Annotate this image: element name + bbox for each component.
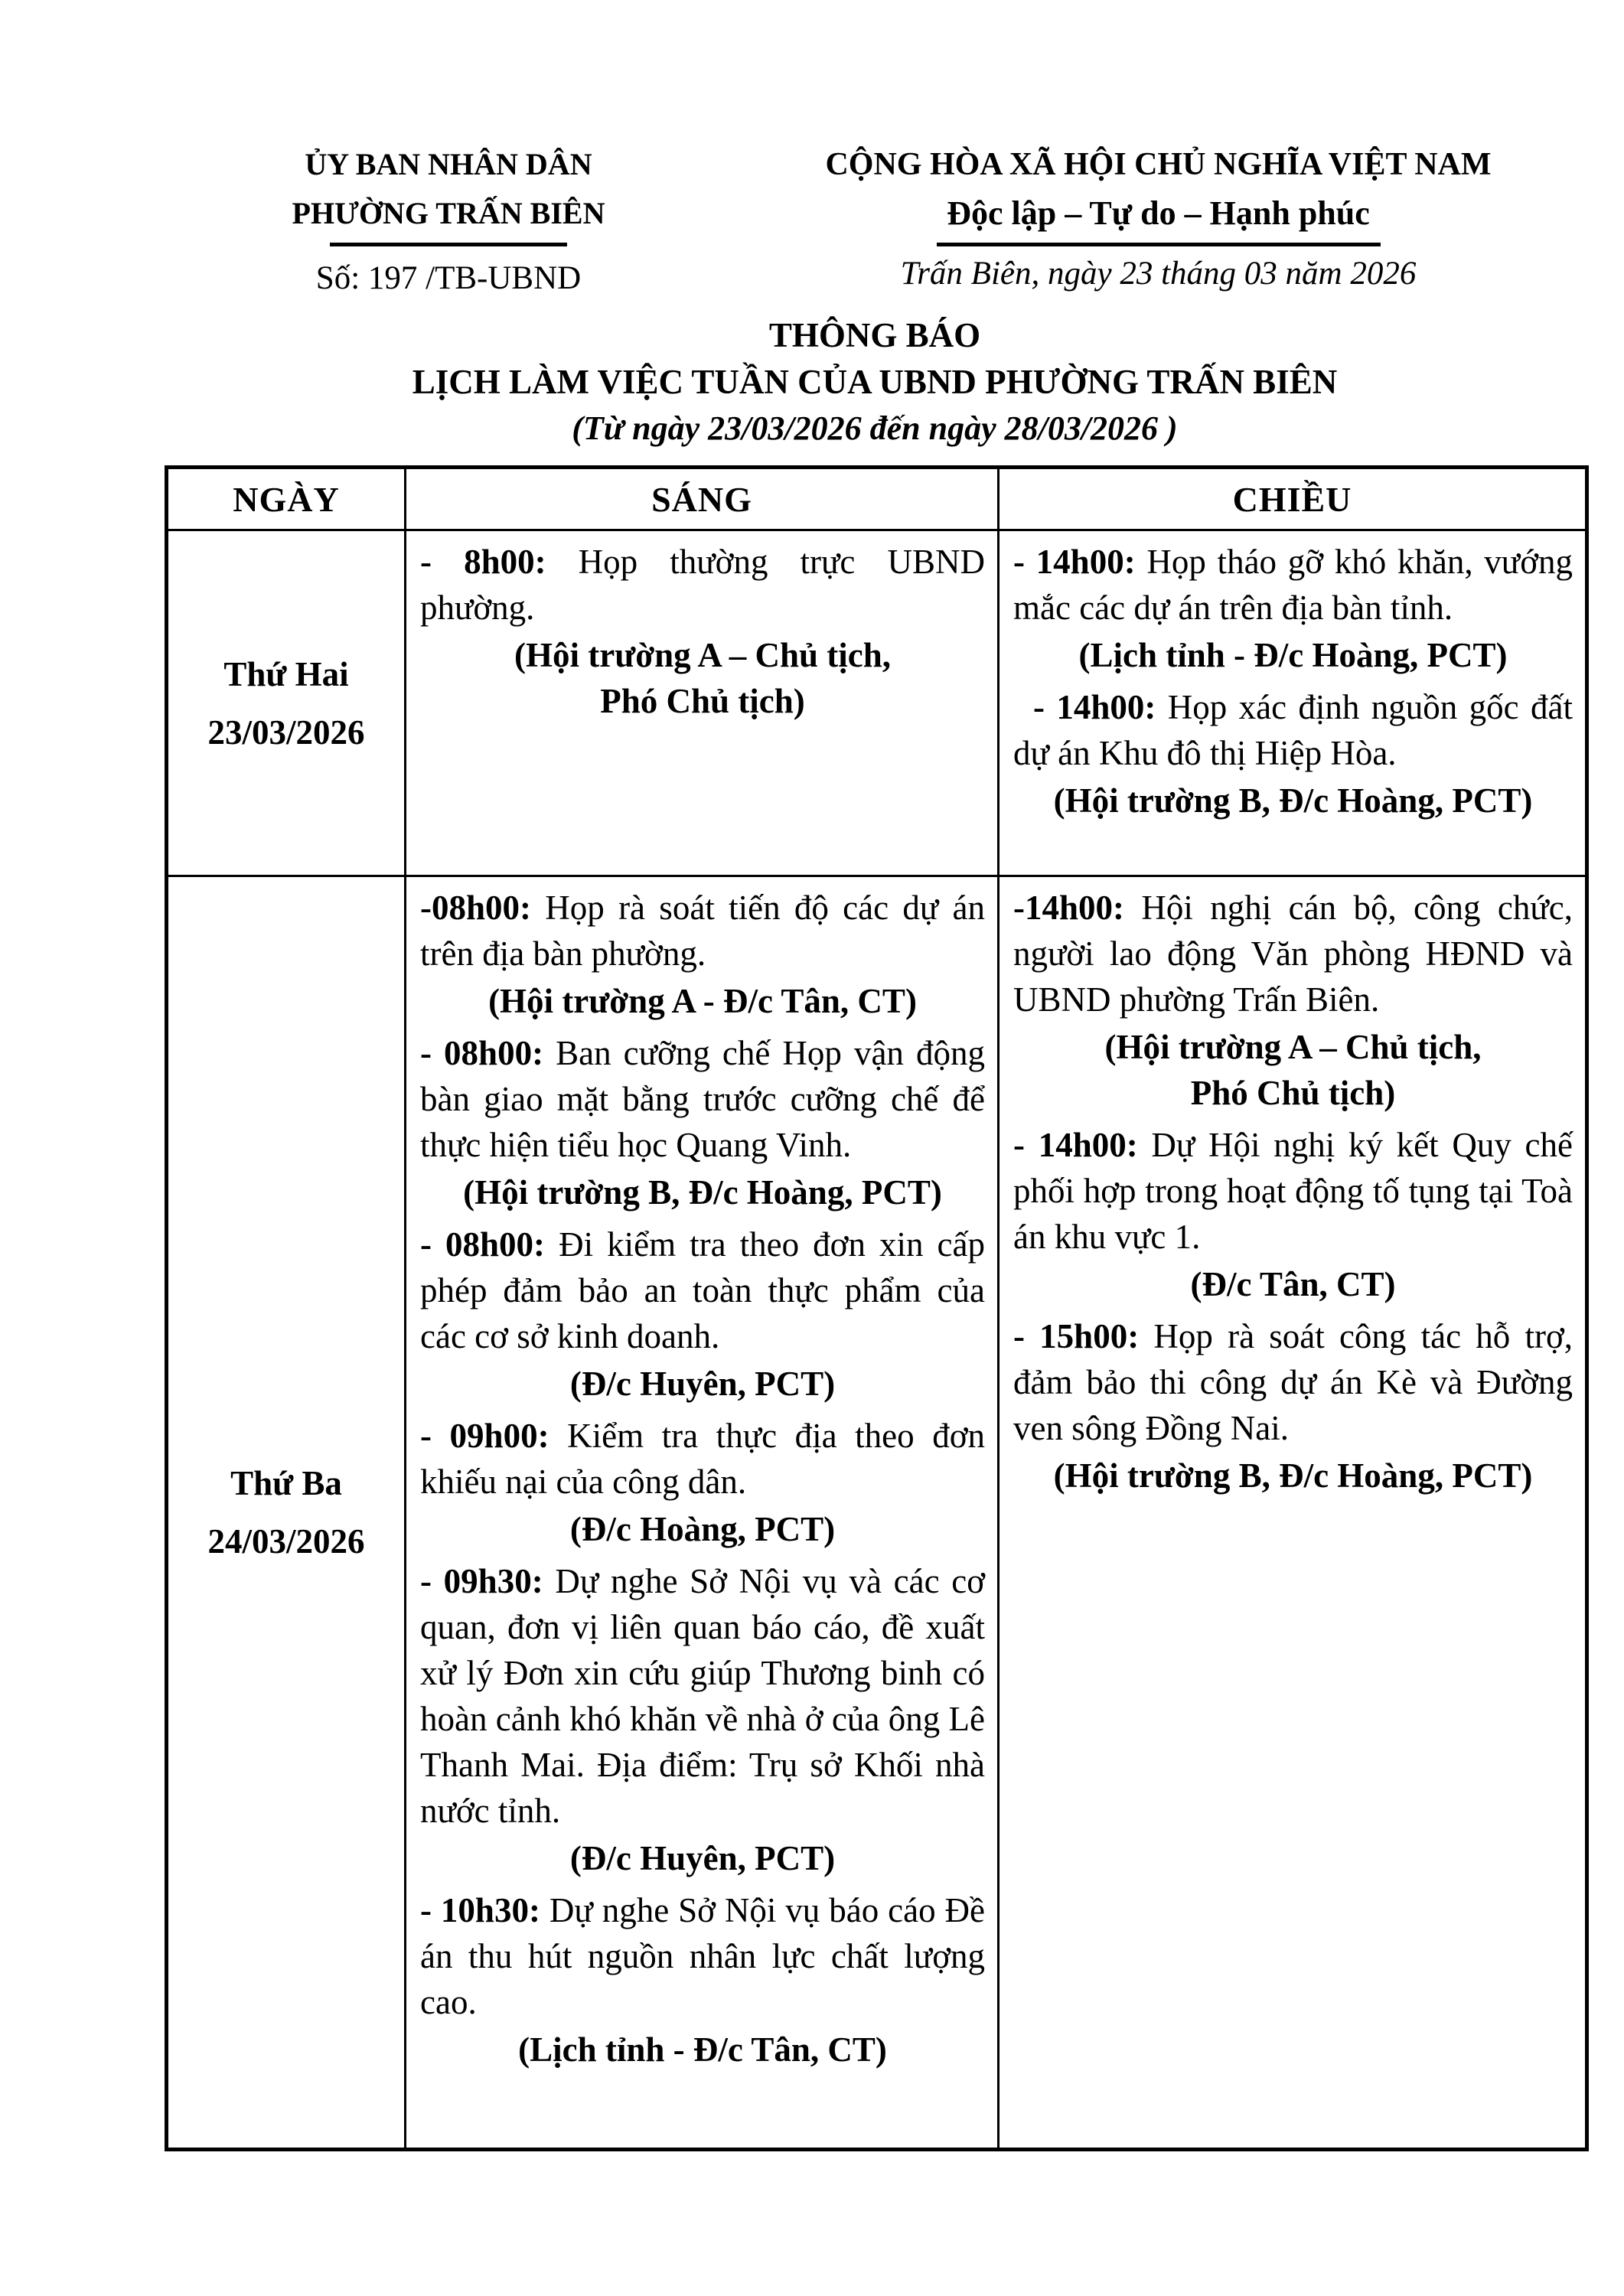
doc-number: Số: 197 /TB-UBND [315, 260, 582, 296]
table-header-row [167, 468, 1587, 530]
schedule-item: - 14h00: Họp tháo gỡ khó khăn, vướng mắc các dự án trên địa bàn tỉnh. [1013, 543, 1573, 627]
item-time: - 15h00: [1013, 1317, 1140, 1355]
item-time: - 09h30: [420, 1562, 543, 1600]
table-row-tuesday [167, 876, 1587, 2150]
day-name: Thứ Ba [230, 1464, 342, 1502]
col-header-morning: SÁNG [406, 468, 999, 530]
morning-cell [406, 530, 999, 876]
document-header [0, 0, 1624, 300]
schedule-item: - 15h00: Họp rà soát công tác hỗ trợ, đảm bảo thi công dự án Kè và Đường ven sông Đồng Nai. [1013, 1317, 1573, 1447]
schedule-location: (Hội trường B, Đ/c Hoàng, PCT) [1053, 781, 1533, 820]
national-header-block [732, 140, 1584, 300]
schedule-location: (Hội trường B, Đ/c Hoàng, PCT) [1053, 1456, 1533, 1495]
schedule-item: -08h00: Họp rà soát tiến độ các dự án trên địa bàn phường. [420, 889, 985, 973]
item-time: - 14h00: [1033, 688, 1156, 726]
org-name-line1: ỦY BAN NHÂN DÂN [305, 147, 592, 181]
item-time: - 8h00: [420, 543, 546, 581]
schedule-item: - 08h00: Ban cưỡng chế Họp vận động bàn giao mặt bằng trước cưỡng chế để thực hiện tiểu học Quang Vinh. [420, 1034, 985, 1164]
schedule-location: (Hội trường A - Đ/c Tân, CT) [488, 982, 917, 1020]
schedule-location: (Đ/c Huyên, PCT) [569, 1365, 836, 1403]
day-name: Thứ Hai [223, 654, 349, 693]
col-header-day: NGÀY [167, 468, 406, 530]
day-date: 24/03/2026 [207, 1522, 365, 1561]
org-name-line2: PHƯỜNG TRẤN BIÊN [292, 196, 605, 230]
table-row-monday [167, 530, 1587, 876]
schedule-item: - 8h00: Họp thường trực UBND phường. [420, 543, 986, 627]
schedule-location: (Hội trường A – Chủ tịch, Phó Chủ tịch) [514, 636, 891, 720]
title-block [165, 312, 1585, 452]
item-time: - 14h00: [1013, 543, 1136, 581]
country-line: CỘNG HÒA XÃ HỘI CHỦ NGHĨA VIỆT NAM [825, 147, 1492, 182]
date-range-subtitle: (Từ ngày 23/03/2026 đến ngày 28/03/2026 ) [572, 409, 1178, 447]
schedule-item: - 09h00: Kiểm tra thực địa theo đơn khiếu nại của công dân. [420, 1417, 985, 1501]
schedule-location: (Đ/c Hoàng, PCT) [569, 1510, 836, 1548]
org-underline [330, 243, 567, 246]
day-date: 23/03/2026 [207, 713, 365, 752]
day-cell [167, 876, 406, 2150]
schedule-title: LỊCH LÀM VIỆC TUẦN CỦA UBND PHƯỜNG TRẤN BIÊN [412, 363, 1338, 401]
item-time: - 14h00: [1013, 1126, 1138, 1164]
schedule-item: - 10h30: Dự nghe Sở Nội vụ báo cáo Đề án thu hút nguồn nhân lực chất lượng cao. [420, 1891, 985, 2021]
item-time: -14h00: [1013, 889, 1124, 927]
schedule-item: - 14h00: Họp xác định nguồn gốc đất dự án Khu đô thị Hiệp Hòa. [1013, 688, 1573, 772]
col-header-afternoon: CHIỀU [999, 468, 1587, 530]
schedule-item: - 14h00: Dự Hội nghị ký kết Quy chế phối hợp trong hoạt động tố tụng tại Toà án khu vực 1. [1013, 1126, 1573, 1256]
afternoon-cell [999, 876, 1587, 2150]
schedule-item: -14h00: Hội nghị cán bộ, công chức, người lao động Văn phòng HĐND và UBND phường Trấn Biên. [1013, 889, 1573, 1019]
schedule-table [165, 465, 1589, 2151]
schedule-location: (Đ/c Huyên, PCT) [569, 1839, 836, 1877]
schedule-location: (Lịch tỉnh - Đ/c Hoàng, PCT) [1078, 636, 1508, 674]
schedule-location: (Lịch tỉnh - Đ/c Tân, CT) [518, 2030, 887, 2069]
place-date-line: Trấn Biên, ngày 23 tháng 03 năm 2026 [900, 256, 1417, 292]
schedule-location: (Đ/c Tân, CT) [1190, 1265, 1396, 1303]
item-time: - 08h00: [420, 1034, 544, 1072]
item-time: - 09h00: [420, 1417, 549, 1455]
item-time: - 08h00: [420, 1225, 546, 1264]
schedule-item: - 08h00: Đi kiểm tra theo đơn xin cấp phép đảm bảo an toàn thực phẩm của các cơ sở kinh doanh. [420, 1225, 985, 1355]
notice-title: THÔNG BÁO [768, 316, 981, 354]
morning-cell [406, 876, 999, 2150]
afternoon-cell [999, 530, 1587, 876]
item-time: - 10h30: [420, 1891, 540, 1929]
schedule-item: - 09h30: Dự nghe Sở Nội vụ và các cơ quan, đơn vị liên quan báo cáo, đề xuất xử lý Đơn xin cứu giúp Thương binh có hoàn cảnh khó khăn về nhà ở của ông Lê Thanh Mai. Địa điểm: Trụ sở Khối nhà nước tỉnh. [420, 1562, 985, 1830]
day-cell [167, 530, 406, 876]
schedule-location: (Hội trường A – Chủ tịch, Phó Chủ tịch) [1104, 1028, 1482, 1112]
motto-line: Độc lập – Tự do – Hạnh phúc [947, 194, 1370, 232]
motto-underline [937, 243, 1381, 246]
schedule-location: (Hội trường B, Đ/c Hoàng, PCT) [463, 1173, 942, 1212]
item-time: -08h00: [420, 889, 531, 927]
issuing-org-block [165, 140, 732, 300]
